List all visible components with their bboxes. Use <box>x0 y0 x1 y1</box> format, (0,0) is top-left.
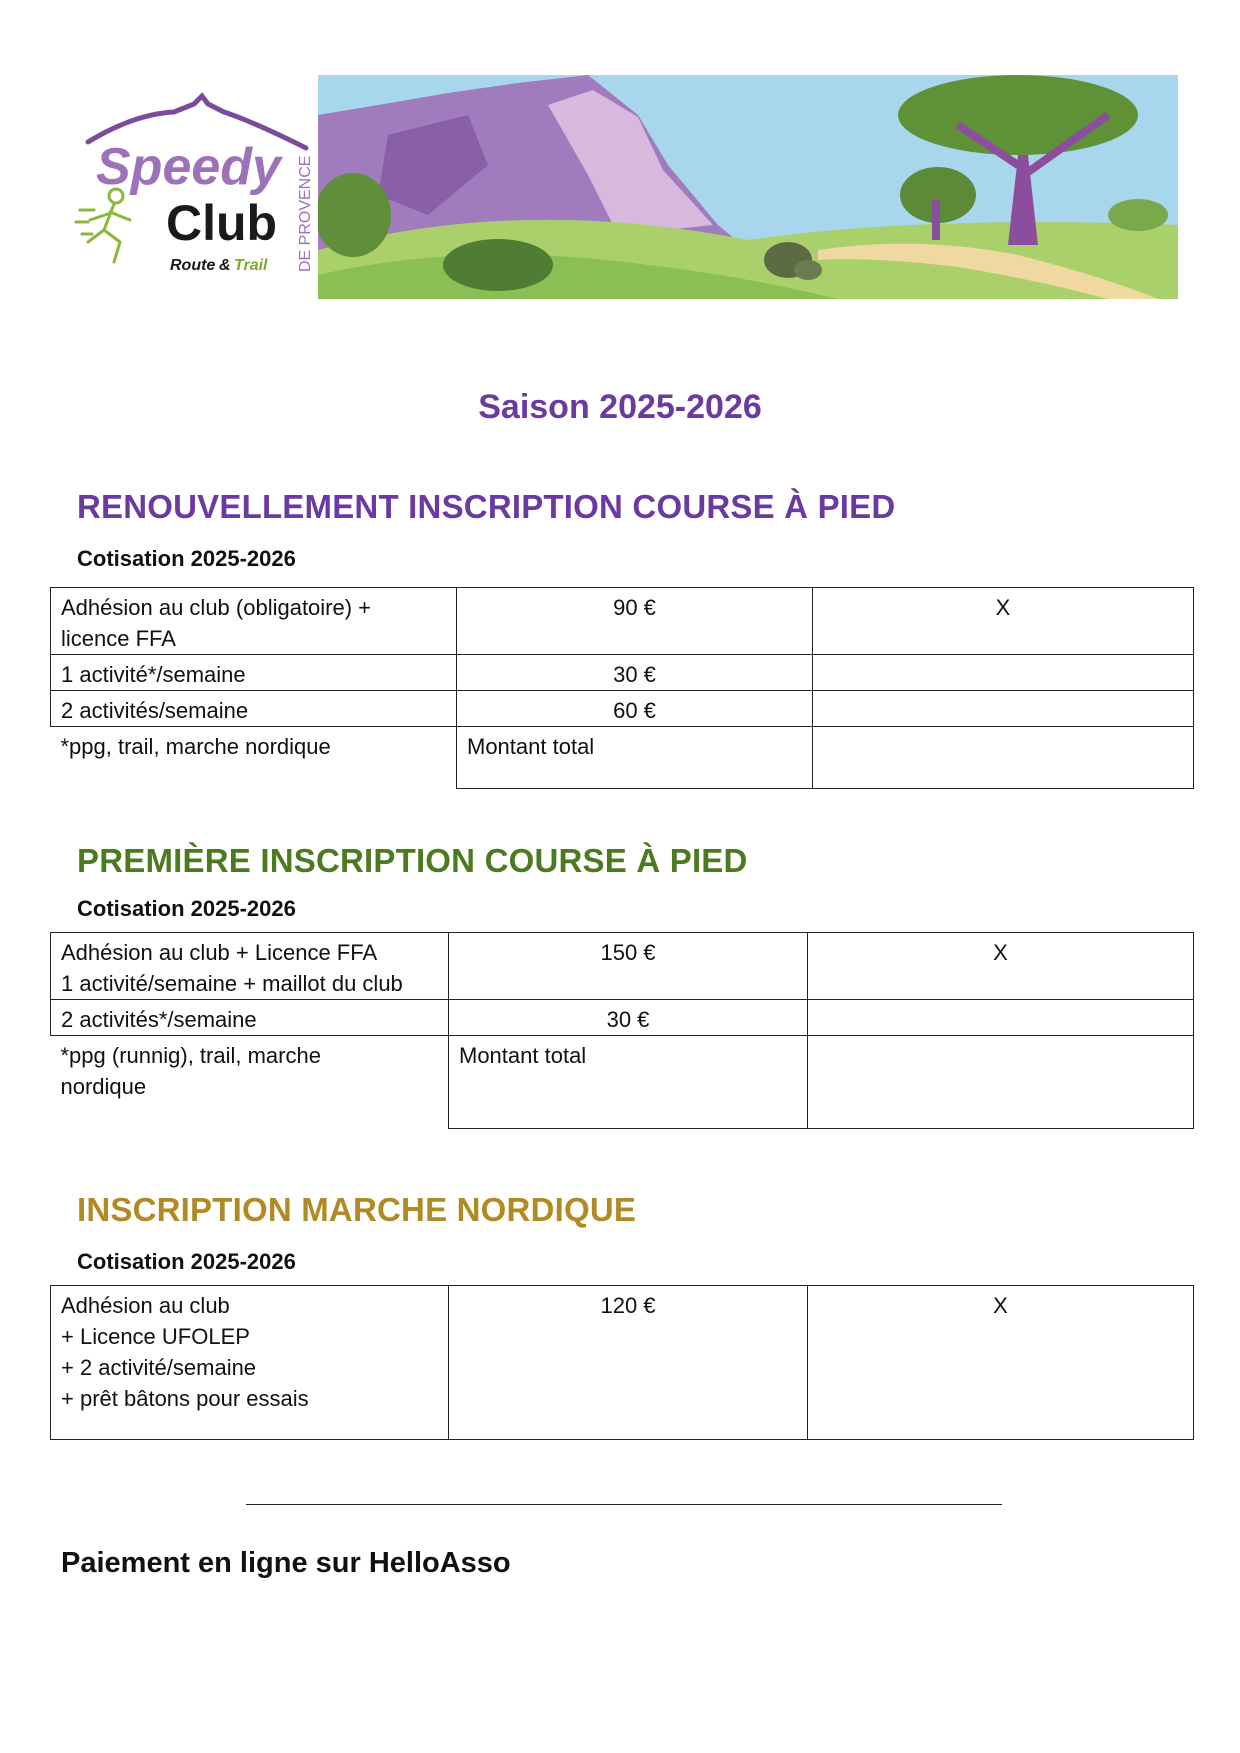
svg-text:&: & <box>219 257 231 274</box>
table-row <box>51 1000 1194 1036</box>
speedy-club-logo <box>74 92 314 282</box>
fee-amount: 30 € <box>457 655 813 691</box>
fee-label: 1 activité*/semaine <box>51 655 457 691</box>
fee-selection-cell[interactable] <box>813 691 1194 727</box>
section-subtitle: Cotisation 2025-2026 <box>77 1249 296 1274</box>
table-row <box>51 588 1194 655</box>
table-row <box>51 1036 1194 1129</box>
total-label: Montant total <box>457 727 813 789</box>
fee-selection-cell[interactable]: X <box>808 1286 1194 1440</box>
table-row <box>51 655 1194 691</box>
fee-amount: 120 € <box>449 1286 808 1440</box>
section-title-premiere: PREMIÈRE INSCRIPTION COURSE À PIED <box>77 842 748 879</box>
footnote: *ppg, trail, marche nordique <box>51 727 457 789</box>
total-label: Montant total <box>449 1036 808 1129</box>
table-row <box>51 727 1194 789</box>
fee-label: Adhésion au club (obligatoire) + licence FFA <box>51 588 457 655</box>
divider <box>246 1504 1002 1505</box>
landscape-illustration <box>318 75 1178 299</box>
fee-selection-cell[interactable] <box>808 1000 1194 1036</box>
fee-amount: 150 € <box>449 933 808 1000</box>
fee-label: Adhésion au club + Licence UFOLEP + 2 activité/semaine + prêt bâtons pour essais <box>51 1286 449 1440</box>
fee-table-premiere <box>50 932 1194 1129</box>
fee-table-marche-nordique <box>50 1285 1194 1440</box>
table-row <box>51 691 1194 727</box>
fee-amount: 30 € <box>449 1000 808 1036</box>
fee-amount: 60 € <box>457 691 813 727</box>
total-amount-field[interactable] <box>808 1036 1194 1129</box>
fee-label: 2 activités*/semaine <box>51 1000 449 1036</box>
fee-label: 2 activités/semaine <box>51 691 457 727</box>
fee-table-renouvellement <box>50 587 1194 789</box>
section-subtitle: Cotisation 2025-2026 <box>77 896 296 921</box>
table-row <box>51 933 1194 1000</box>
logo-word-club: Club <box>166 195 278 251</box>
fee-amount: 90 € <box>457 588 813 655</box>
total-amount-field[interactable] <box>813 727 1194 789</box>
table-row <box>51 1286 1194 1440</box>
fee-label: Adhésion au club + Licence FFA 1 activité/semaine + maillot du club <box>51 933 449 1000</box>
payment-note: Paiement en ligne sur HelloAsso <box>61 1547 511 1579</box>
logo-vertical-text: DE PROVENCE <box>297 155 314 272</box>
section-subtitle: Cotisation 2025-2026 <box>77 546 296 571</box>
logo-word-speedy: Speedy <box>96 138 281 196</box>
season-title: Saison 2025-2026 <box>478 388 762 426</box>
logo-tagline-trail: Trail <box>234 257 268 274</box>
runner-icon <box>76 189 130 262</box>
section-title-renouvellement: RENOUVELLEMENT INSCRIPTION COURSE À PIED <box>77 488 896 525</box>
fee-selection-cell[interactable]: X <box>808 933 1194 1000</box>
section-title-marche-nordique: INSCRIPTION MARCHE NORDIQUE <box>77 1191 637 1228</box>
fee-selection-cell[interactable]: X <box>813 588 1194 655</box>
logo-tagline-route: Route <box>170 257 216 274</box>
fee-selection-cell[interactable] <box>813 655 1194 691</box>
footnote: *ppg (runnig), trail, marche nordique <box>51 1036 449 1129</box>
